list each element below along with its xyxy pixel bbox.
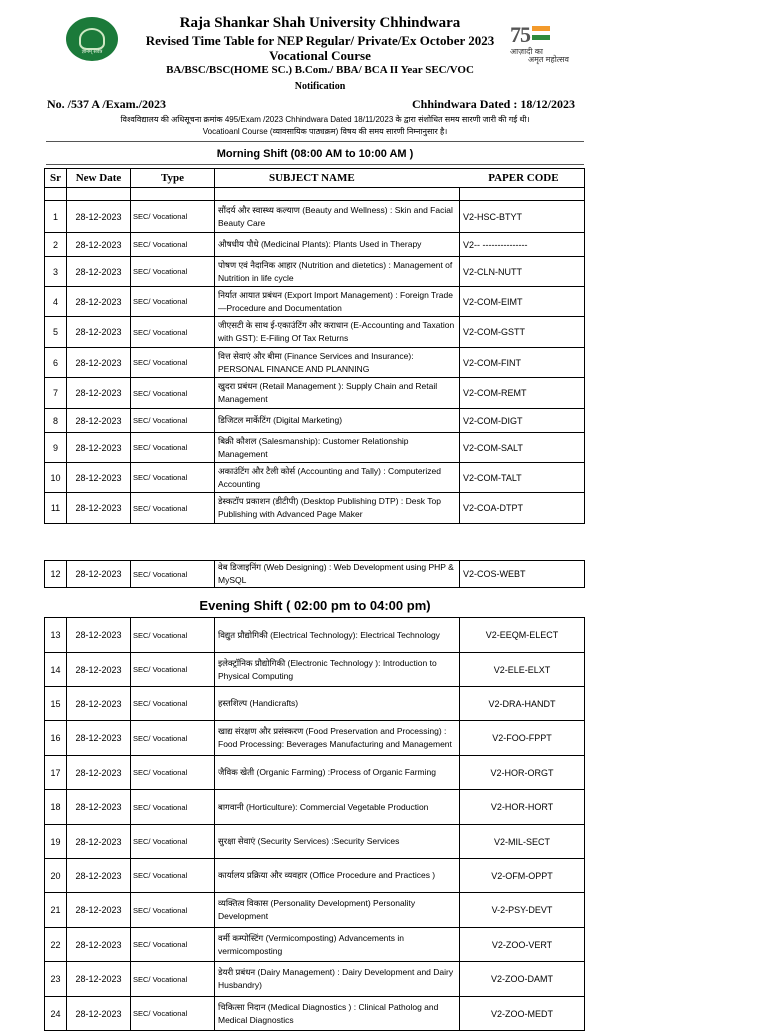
row-sr: 13 <box>45 618 67 653</box>
row-paper-code: V2-HSC-BTYT <box>460 201 585 233</box>
table-row <box>45 756 585 790</box>
table-row <box>45 201 585 233</box>
row-date: 28-12-2023 <box>67 825 131 859</box>
row-sr: 17 <box>45 756 67 790</box>
table-row <box>45 997 585 1031</box>
azadi-number: 75 <box>510 22 530 47</box>
row-subject: डिजिटल मार्केटिंग (Digital Marketing) <box>215 409 460 433</box>
row-date: 28-12-2023 <box>67 997 131 1031</box>
row-subject: अकाउंटिंग और टैली कोर्स (Accounting and Tally) : Computerized Accounting <box>215 463 460 493</box>
row-paper-code: V2-COA-DTPT <box>460 493 585 524</box>
row-paper-code: V2-DRA-HANDT <box>460 687 585 721</box>
row-date: 28-12-2023 <box>67 618 131 653</box>
row-sr: 18 <box>45 790 67 825</box>
table-row <box>45 433 585 463</box>
row-type: SEC/ Vocational <box>131 756 215 790</box>
row-type: SEC/ Vocational <box>131 348 215 378</box>
table-row <box>45 790 585 825</box>
row-paper-code: V2-COM-SALT <box>460 433 585 463</box>
timetable-title: Revised Time Table for NEP Regular/ Private/Ex October 2023 <box>145 33 495 48</box>
notice-line-1: विश्वविद्यालय की अधिसूचना क्रमांक 495/Exam /2023 Chhindwara Dated 18/11/2023 के द्वारा संशोधित समय सारणी जारी की गई थी। <box>120 115 530 124</box>
table-row <box>45 378 585 409</box>
morning-timetable-continued <box>44 560 585 588</box>
row-subject: इलेक्ट्रॉनिक प्रौद्योगिकी (Electronic Technology ): Introduction to Physical Computing <box>215 653 460 687</box>
row-sr: 7 <box>45 378 67 409</box>
notice-date: Chhindwara Dated : 18/12/2023 <box>412 97 576 111</box>
row-date: 28-12-2023 <box>67 233 131 257</box>
row-date: 28-12-2023 <box>67 201 131 233</box>
notification-heading: Notification <box>294 81 346 92</box>
table-row <box>45 561 585 588</box>
row-subject: डेयरी प्रबंधन (Dairy Management) : Dairy Development and Dairy Husbandry) <box>215 962 460 997</box>
row-date: 28-12-2023 <box>67 378 131 409</box>
row-type: SEC/ Vocational <box>131 893 215 928</box>
row-subject: पोषण एवं नैदानिक आहार (Nutrition and dietetics) : Management of Nutrition in life cycle <box>215 257 460 287</box>
row-type: SEC/ Vocational <box>131 962 215 997</box>
row-sr: 19 <box>45 825 67 859</box>
row-sr: 2 <box>45 233 67 257</box>
row-type: SEC/ Vocational <box>131 687 215 721</box>
row-paper-code: V2-COM-GSTT <box>460 317 585 348</box>
row-date: 28-12-2023 <box>67 317 131 348</box>
row-paper-code: V2-HOR-HORT <box>460 790 585 825</box>
row-date: 28-12-2023 <box>67 257 131 287</box>
table-row <box>45 653 585 687</box>
row-subject: सौंदर्य और स्वास्थ्य कल्याण (Beauty and Wellness) : Skin and Facial Beauty Care <box>215 201 460 233</box>
row-type: SEC/ Vocational <box>131 409 215 433</box>
row-date: 28-12-2023 <box>67 433 131 463</box>
azadi-line1: आज़ादी का <box>510 47 543 56</box>
table-row <box>45 348 585 378</box>
col-type: Type <box>131 169 215 188</box>
row-date: 28-12-2023 <box>67 493 131 524</box>
row-sr: 15 <box>45 687 67 721</box>
row-sr: 4 <box>45 287 67 317</box>
empty-cell <box>131 188 215 201</box>
table-row <box>45 962 585 997</box>
university-name: Raja Shankar Shah University Chhindwara <box>179 15 461 31</box>
row-paper-code: V2-HOR-ORGT <box>460 756 585 790</box>
row-subject: कार्यालय प्रक्रिया और व्यवहार (Office Procedure and Practices ) <box>215 859 460 893</box>
table-row <box>45 257 585 287</box>
row-type: SEC/ Vocational <box>131 618 215 653</box>
row-type: SEC/ Vocational <box>131 721 215 756</box>
row-sr: 12 <box>45 561 67 588</box>
row-subject: बागवानी (Horticulture): Commercial Vegetable Production <box>215 790 460 825</box>
table-row <box>45 317 585 348</box>
row-date: 28-12-2023 <box>67 653 131 687</box>
row-subject: औषधीय पौधे (Medicinal Plants): Plants Used in Therapy <box>215 233 460 257</box>
row-date: 28-12-2023 <box>67 859 131 893</box>
empty-cell <box>45 188 67 201</box>
row-paper-code: V2-OFM-OPPT <box>460 859 585 893</box>
row-date: 28-12-2023 <box>67 721 131 756</box>
morning-timetable <box>44 168 585 524</box>
notice-line-2: Vocatioanl Course (व्यावसायिक पाठ्यक्रम) विषय की समय सारणी निम्नानुसार है। <box>202 127 448 136</box>
table-row <box>45 233 585 257</box>
row-type: SEC/ Vocational <box>131 561 215 588</box>
row-sr: 23 <box>45 962 67 997</box>
row-paper-code: V2-COM-EIMT <box>460 287 585 317</box>
row-paper-code: V2-- --------------- <box>460 233 585 257</box>
row-type: SEC/ Vocational <box>131 825 215 859</box>
row-subject: जैविक खेती (Organic Farming) :Process of Organic Farming <box>215 756 460 790</box>
row-subject: वर्मी कम्पोस्टिंग (Vermicomposting) Advancements in vermicomposting <box>215 928 460 962</box>
row-paper-code: V2-MIL-SECT <box>460 825 585 859</box>
row-paper-code: V2-EEQM-ELECT <box>460 618 585 653</box>
table-row <box>45 687 585 721</box>
row-sr: 6 <box>45 348 67 378</box>
table-row <box>45 493 585 524</box>
row-paper-code: V2-ZOO-VERT <box>460 928 585 962</box>
row-paper-code: V2-ZOO-DAMT <box>460 962 585 997</box>
course-title: Vocational Course <box>269 48 371 63</box>
row-type: SEC/ Vocational <box>131 463 215 493</box>
logo-caption: ज्ञानम् सर्वत्र <box>81 49 103 55</box>
row-sr: 5 <box>45 317 67 348</box>
row-date: 28-12-2023 <box>67 561 131 588</box>
empty-cell <box>460 188 585 201</box>
row-paper-code: V2-ELE-ELXT <box>460 653 585 687</box>
row-paper-code: V2-COS-WEBT <box>460 561 585 588</box>
row-subject: खाद्य संरक्षण और प्रसंस्करण (Food Preservation and Processing) : Food Processing: Beverages Manufacturing and Management <box>215 721 460 756</box>
row-type: SEC/ Vocational <box>131 233 215 257</box>
row-date: 28-12-2023 <box>67 962 131 997</box>
row-date: 28-12-2023 <box>67 893 131 928</box>
row-type: SEC/ Vocational <box>131 997 215 1031</box>
row-subject: व्यक्तित्व विकास (Personality Development) Personality Development <box>215 893 460 928</box>
flag-icon <box>532 26 550 40</box>
row-subject: वित्त सेवाएं और बीमा (Finance Services and Insurance): PERSONAL FINANCE AND PLANNING <box>215 348 460 378</box>
row-paper-code: V2-COM-DIGT <box>460 409 585 433</box>
row-date: 28-12-2023 <box>67 463 131 493</box>
row-sr: 20 <box>45 859 67 893</box>
row-paper-code: V2-COM-REMT <box>460 378 585 409</box>
row-sr: 10 <box>45 463 67 493</box>
row-sr: 3 <box>45 257 67 287</box>
row-type: SEC/ Vocational <box>131 859 215 893</box>
classes-line: BA/BSC/BSC(HOME SC.) B.Com./ BBA/ BCA II Year SEC/VOC <box>166 64 474 76</box>
azadi-line2: अमृत महोत्सव <box>528 55 569 64</box>
table-row <box>45 825 585 859</box>
row-type: SEC/ Vocational <box>131 493 215 524</box>
row-sr: 21 <box>45 893 67 928</box>
row-paper-code: V2-FOO-FPPT <box>460 721 585 756</box>
row-paper-code: V2-COM-TALT <box>460 463 585 493</box>
row-subject: हस्तशिल्प (Handicrafts) <box>215 687 460 721</box>
row-subject: डेस्कटॉप प्रकाशन (डीटीपी) (Desktop Publishing DTP) : Desk Top Publishing with Advanced Page Maker <box>215 493 460 524</box>
row-type: SEC/ Vocational <box>131 653 215 687</box>
row-sr: 16 <box>45 721 67 756</box>
row-subject: जीएसटी के साथ ई-एकाउंटिंग और कराधान (E-Accounting and Taxation with GST): E-Filing Of Tax Returns <box>215 317 460 348</box>
empty-cell <box>215 188 460 201</box>
col-subject-and-code <box>215 169 585 188</box>
row-type: SEC/ Vocational <box>131 928 215 962</box>
row-sr: 14 <box>45 653 67 687</box>
row-subject: चिकित्सा निदान (Medical Diagnostics ) : Clinical Patholog and Medical Diagnostics <box>215 997 460 1031</box>
row-subject: खुदरा प्रबंधन (Retail Management ): Supply Chain and Retail Management <box>215 378 460 409</box>
evening-timetable <box>44 617 585 1031</box>
row-type: SEC/ Vocational <box>131 201 215 233</box>
morning-shift-title: Morning Shift (08:00 AM to 10:00 AM ) <box>216 148 414 160</box>
row-paper-code: V2-COM-FINT <box>460 348 585 378</box>
row-type: SEC/ Vocational <box>131 378 215 409</box>
row-subject: निर्यात आयात प्रबंधन (Export Import Management) : Foreign Trade—Procedure and Documentation <box>215 287 460 317</box>
row-subject: बिक्री कौशल (Salesmanship): Customer Relationship Management <box>215 433 460 463</box>
evening-shift-title: Evening Shift ( 02:00 pm to 04:00 pm) <box>199 598 431 613</box>
row-type: SEC/ Vocational <box>131 433 215 463</box>
university-logo <box>66 17 118 61</box>
tree-icon <box>79 28 105 50</box>
table-row <box>45 409 585 433</box>
row-date: 28-12-2023 <box>67 287 131 317</box>
row-sr: 11 <box>45 493 67 524</box>
row-sr: 22 <box>45 928 67 962</box>
row-paper-code: V2-CLN-NUTT <box>460 257 585 287</box>
col-code: PAPER CODE <box>488 172 559 184</box>
table-row <box>45 859 585 893</box>
row-type: SEC/ Vocational <box>131 317 215 348</box>
col-date: New Date <box>67 169 131 188</box>
row-paper-code: V2-ZOO-MEDT <box>460 997 585 1031</box>
row-subject: वेब डिजाइनिंग (Web Designing) : Web Development using PHP & MySQL <box>215 561 460 588</box>
table-row <box>45 287 585 317</box>
reference-number: No. /537 A /Exam./2023 <box>47 97 167 111</box>
row-sr: 24 <box>45 997 67 1031</box>
row-date: 28-12-2023 <box>67 928 131 962</box>
divider <box>46 164 584 165</box>
row-paper-code: V-2-PSY-DEVT <box>460 893 585 928</box>
table-row <box>45 893 585 928</box>
spacer-row <box>45 188 585 201</box>
row-date: 28-12-2023 <box>67 348 131 378</box>
row-date: 28-12-2023 <box>67 756 131 790</box>
row-subject: विद्युत प्रौद्योगिकी (Electrical Technology): Electrical Technology <box>215 618 460 653</box>
row-type: SEC/ Vocational <box>131 790 215 825</box>
row-subject: सुरक्षा सेवाएं (Security Services) :Security Services <box>215 825 460 859</box>
table-row <box>45 618 585 653</box>
col-sr: Sr <box>45 169 67 188</box>
row-sr: 9 <box>45 433 67 463</box>
col-subject: SUBJECT NAME <box>269 172 355 184</box>
table-row <box>45 928 585 962</box>
row-type: SEC/ Vocational <box>131 257 215 287</box>
row-date: 28-12-2023 <box>67 687 131 721</box>
row-sr: 8 <box>45 409 67 433</box>
empty-cell <box>67 188 131 201</box>
table-row <box>45 721 585 756</box>
divider <box>46 141 584 142</box>
row-type: SEC/ Vocational <box>131 287 215 317</box>
row-sr: 1 <box>45 201 67 233</box>
row-date: 28-12-2023 <box>67 409 131 433</box>
table-row <box>45 463 585 493</box>
row-date: 28-12-2023 <box>67 790 131 825</box>
